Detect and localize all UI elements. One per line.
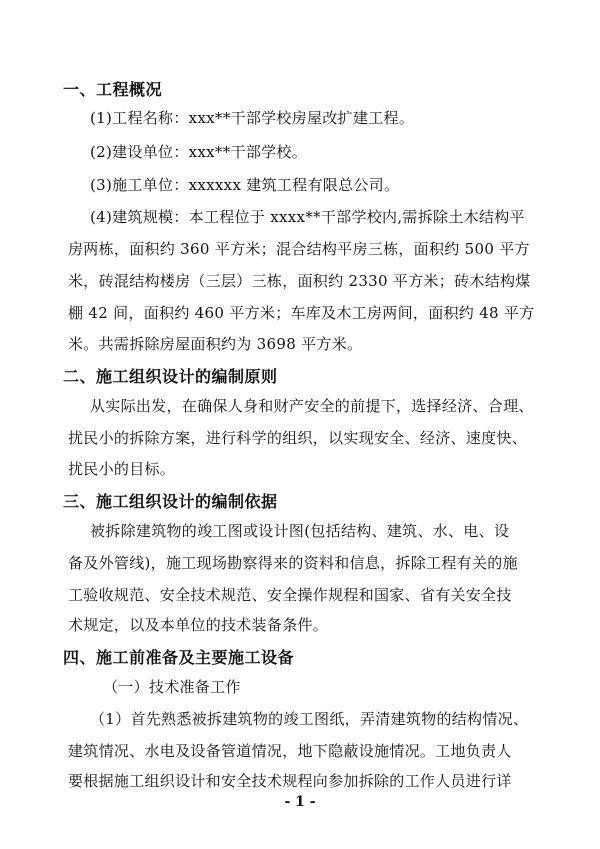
body-line: (1)工程名称：xxx**干部学校房屋改扩建工程。 (90, 109, 415, 127)
page-number: - 1 - (284, 794, 316, 810)
section-heading-overview: 一、工程概况 (63, 80, 163, 99)
body-line: （1）首先熟悉被拆建筑物的竣工图纸，弄清建筑物的结构情况、 (90, 710, 529, 728)
body-line: (2)建设单位：xxx**干部学校。 (90, 143, 308, 161)
body-line: 被拆除建筑物的竣工图或设计图(包括结构、建筑、水、电、设 (90, 522, 510, 540)
body-line: 工验收规范、安全技术规范、安全操作规程和国家、省有关安全技 (68, 586, 512, 604)
section-heading-preparation: 四、施工前准备及主要施工设备 (63, 648, 295, 667)
body-line: 要根据施工组织设计和安全技术规程向参加拆除的工作人员进行详 (68, 772, 512, 790)
body-line: (4)建筑规模：本工程位于 xxxx**干部学校内,需拆除土木结构平 (90, 208, 525, 226)
body-line: 建筑情况、水电及设备管道情况，地下隐蔽设施情况。工地负责人 (68, 742, 512, 760)
body-line: 扰民小的目标。 (68, 460, 176, 478)
body-line: 备及外管线)，施工现场勘察得来的资料和信息，拆除工程有关的施 (68, 554, 518, 572)
body-line: (3)施工单位：xxxxxx 建筑工程有限总公司。 (90, 176, 400, 194)
body-line: 术规定，以及本单位的技术装备条件。 (68, 616, 329, 634)
section-heading-basis: 三、施工组织设计的编制依据 (63, 492, 278, 511)
body-line: 棚 42 间，面积约 460 平方米；车库及木工房两间，面积约 48 平方 (68, 304, 535, 322)
subsection-heading: （一）技术准备工作 (103, 678, 241, 696)
body-line: 从实际出发，在确保人身和财产安全的前提下，选择经济、合理、 (90, 397, 534, 415)
body-line: 扰民小的拆除方案，进行科学的组织，以实现安全、经济、速度快、 (68, 429, 528, 447)
body-line: 房两栋，面积约 360 平方米；混合结构平房三栋，面积约 500 平方 (68, 240, 530, 258)
section-heading-principles: 二、施工组织设计的编制原则 (63, 367, 278, 386)
body-line: 米，砖混结构楼房（三层）三栋，面积约 2330 平方米；砖木结构煤 (68, 272, 531, 290)
body-line: 米。共需拆除房屋面积约为 3698 平方米。 (68, 335, 363, 353)
